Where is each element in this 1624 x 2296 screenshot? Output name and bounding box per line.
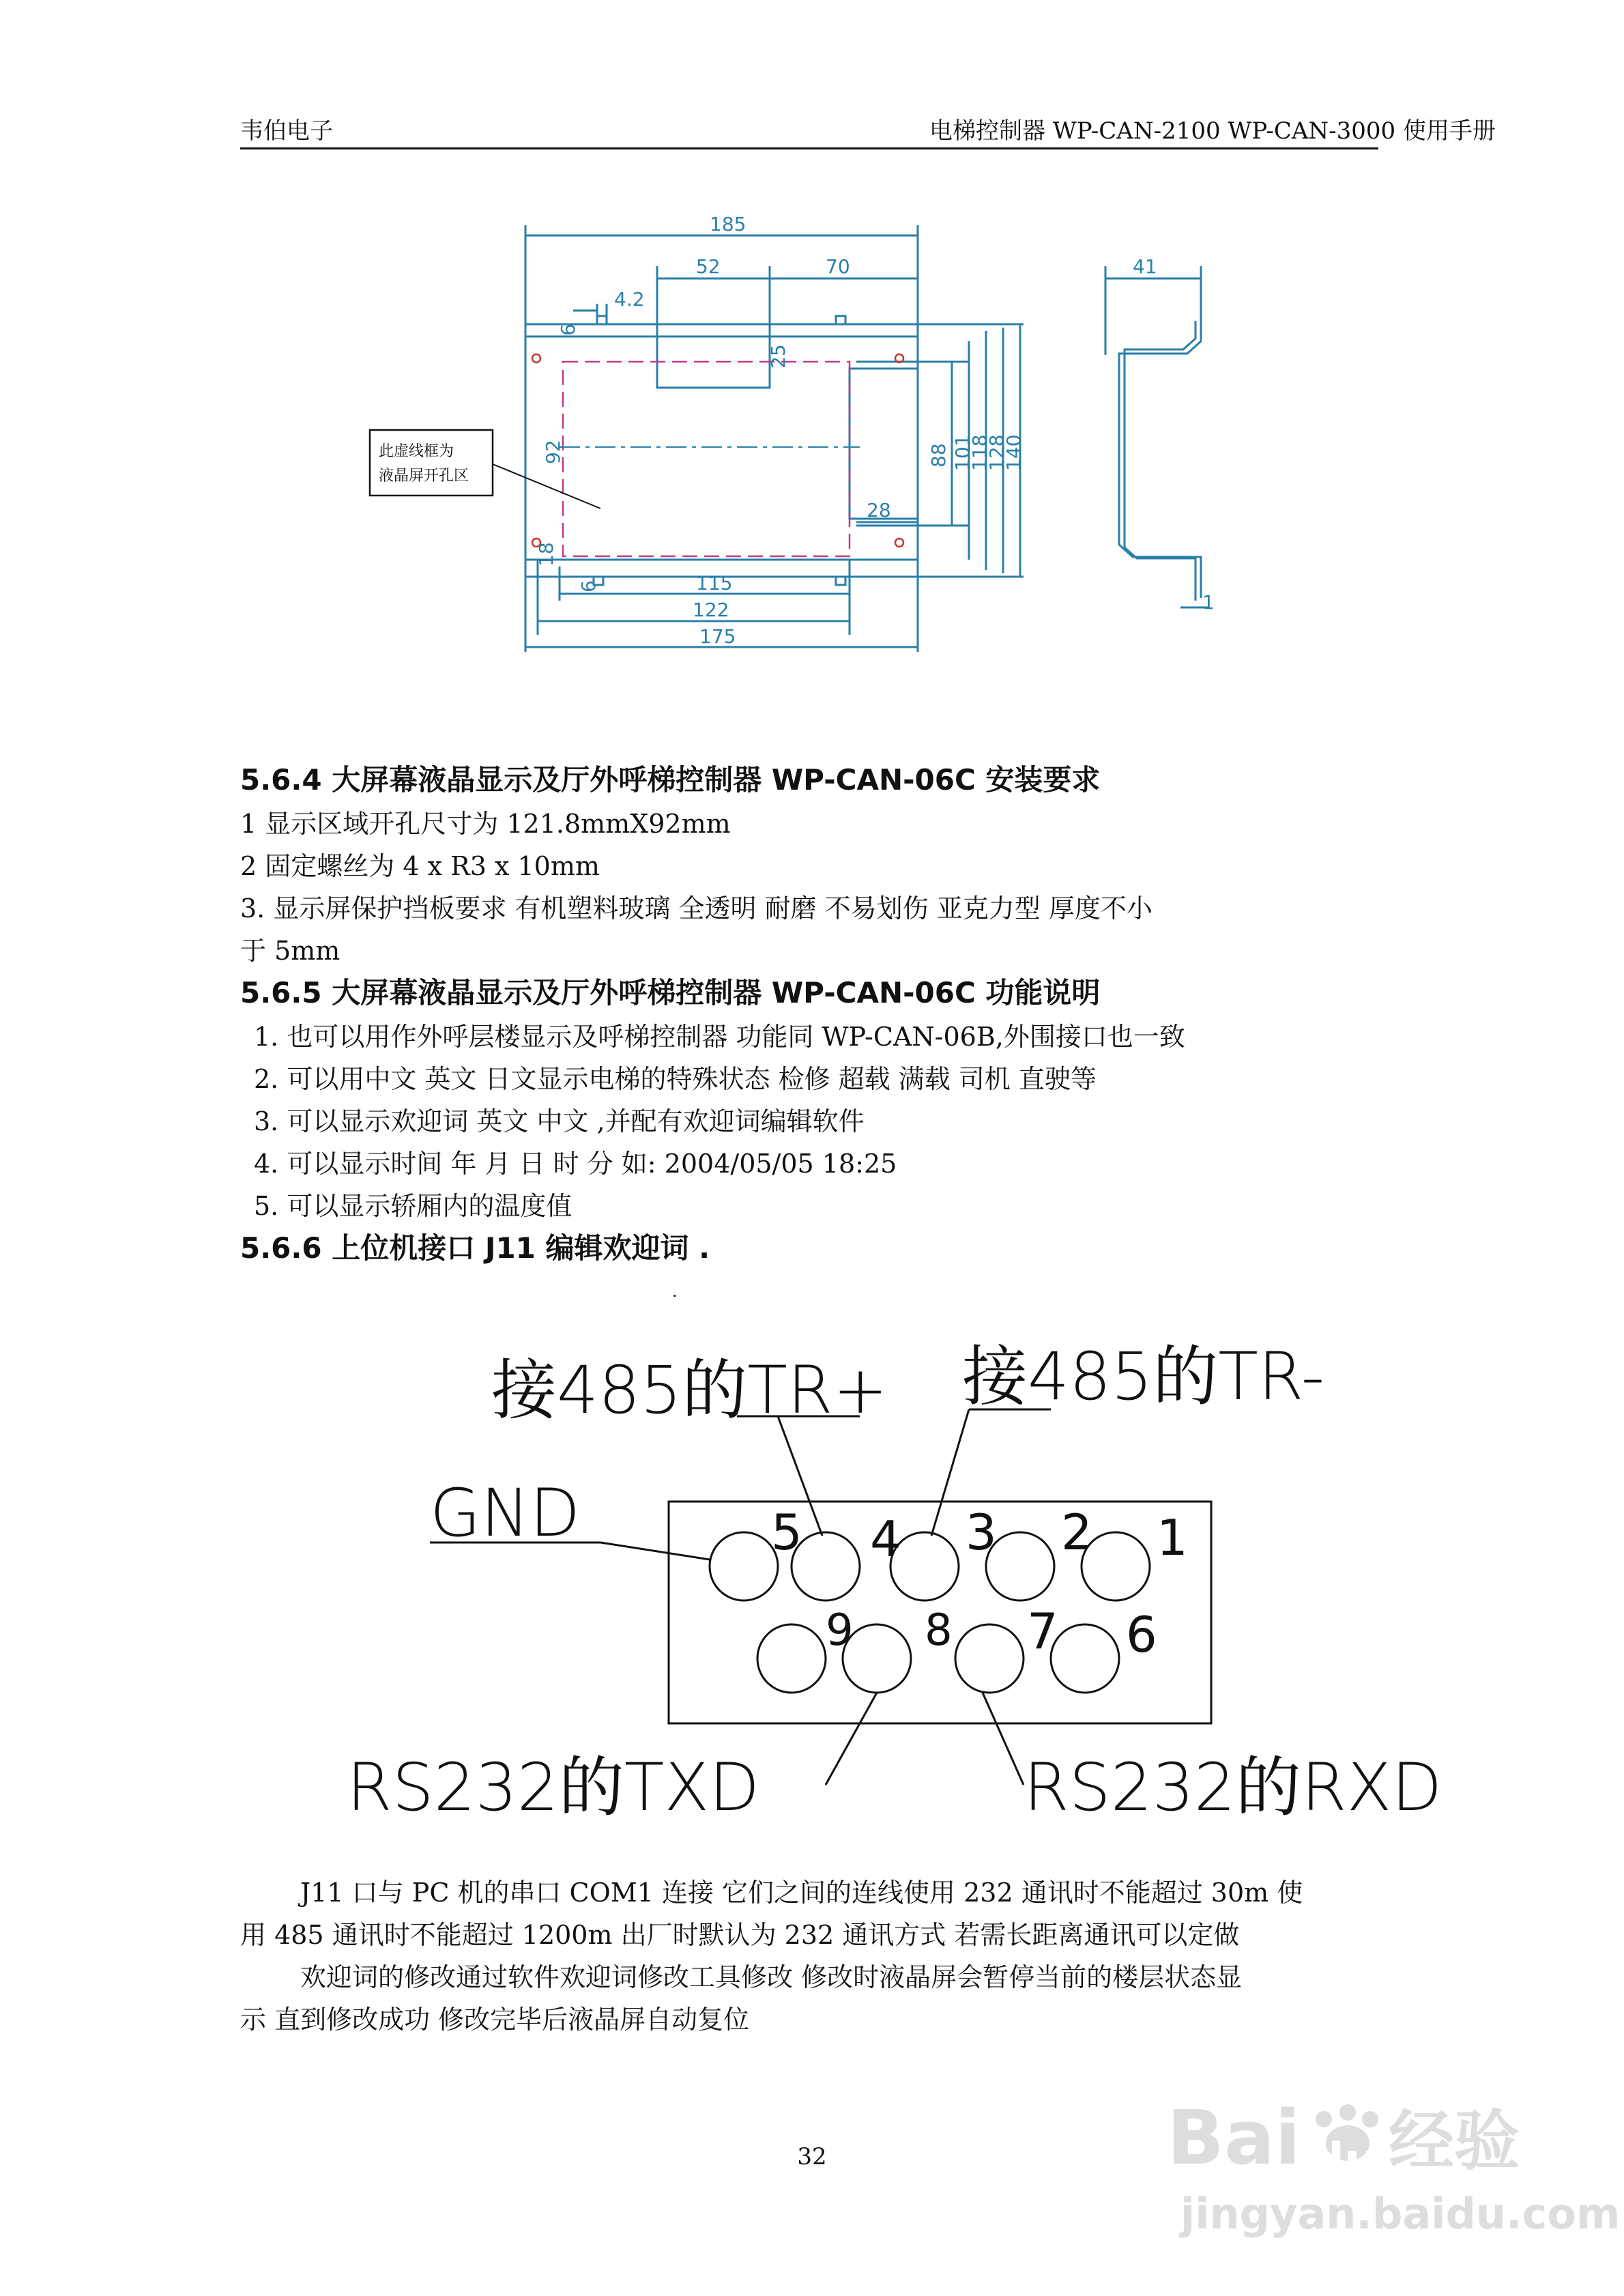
label-rxd: RS232的RXD: [1024, 1749, 1442, 1826]
sec564-item-1: 1 显示区域开孔尺寸为 121.8mmX92mm: [240, 809, 731, 839]
dim-18: 18: [535, 542, 557, 566]
lcd-cutout-dashed: [563, 362, 850, 556]
sec564-item-3-cont: 于 5mm: [240, 936, 340, 966]
dim-92: 92: [542, 440, 564, 464]
side-profile: [1119, 321, 1201, 598]
dim-118: 118: [968, 434, 991, 471]
sec565-item-1: 1. 也可以用作外呼层楼显示及呼梯控制器 功能同 WP-CAN-06B,外围接口也一致: [254, 1022, 1185, 1052]
header-manual-title: 电梯控制器 WP-CAN-2100 WP-CAN-3000 使用手册: [929, 117, 1496, 145]
label-gnd: GND: [430, 1475, 581, 1551]
note-line2: 液晶屏开孔区: [379, 468, 469, 485]
sec565-item-5: 5. 可以显示轿厢内的温度值: [254, 1191, 572, 1221]
pin-hole-7: [955, 1624, 1024, 1693]
dim-128: 128: [985, 434, 1008, 471]
dim-28: 28: [867, 499, 891, 521]
dim-101: 101: [951, 434, 974, 471]
note-line1: 此虚线框为: [379, 443, 454, 460]
bottom-slot-right: [836, 577, 845, 585]
sec564-item-3: 3. 显示屏保护挡板要求 有机塑料玻璃 全透明 耐磨 不易划伤 亚克力型 厚度不小: [240, 893, 1152, 923]
dim-185: 185: [710, 213, 746, 235]
pin-hole-5: [710, 1532, 778, 1601]
sec565-item-2: 2. 可以用中文 英文 日文显示电梯的特殊状态 检修 超载 满载 司机 直驶等: [254, 1064, 1097, 1094]
dim-115: 115: [696, 572, 733, 594]
top-slot-left: [597, 316, 607, 324]
label-tr-plus: 接485的TR+: [491, 1352, 888, 1429]
baidu-jingyan-watermark: [1153, 2082, 1621, 2259]
dim-25: 25: [767, 344, 789, 369]
body-para1-line1: J11 口与 PC 机的串口 COM1 连接 它们之间的连线使用 232 通讯时不能超过 30m 使: [300, 1878, 1303, 1908]
note-box: [370, 430, 493, 496]
dim-6-top: 6: [557, 324, 579, 336]
body-para2-line2: 示 直到修改成功 修改完毕后液晶屏自动复位: [240, 2005, 750, 2035]
dim-70: 70: [826, 255, 850, 278]
top-slot-right: [836, 316, 845, 324]
lcd-mounting-drawing: [0, 0, 1624, 683]
header-company: 韦伯电子: [240, 117, 333, 145]
pin-number-9: 9: [826, 1605, 854, 1656]
pin-number-7: 7: [1027, 1603, 1058, 1660]
pin-hole-6: [1051, 1624, 1119, 1693]
sec564-item-2: 2 固定螺丝为 4 x R3 x 10mm: [240, 851, 600, 881]
dim-140: 140: [1002, 434, 1025, 471]
page-number: 32: [797, 2143, 827, 2170]
heading-5-6-5: 5.6.5 大屏幕液晶显示及厅外呼梯控制器 WP-CAN-06C 功能说明: [240, 976, 1101, 1009]
pin-number-3: 3: [966, 1504, 997, 1561]
dim-175: 175: [699, 625, 736, 648]
heading-5-6-4: 5.6.4 大屏幕液晶显示及厅外呼梯控制器 WP-CAN-06C 安装要求: [240, 763, 1101, 797]
sec565-item-4: 4. 可以显示时间 年 月 日 时 分 如: 2004/05/05 18:25: [254, 1149, 897, 1179]
watermark-brand-du: du: [1310, 2133, 1378, 2189]
heading-5-6-6: 5.6.6 上位机接口 J11 编辑欢迎词 .: [240, 1231, 710, 1265]
dim-52: 52: [696, 255, 721, 278]
watermark-brand-jingyan: 经验: [1389, 2103, 1520, 2179]
dim-41: 41: [1133, 255, 1157, 278]
pin-number-8: 8: [925, 1605, 953, 1656]
right-notch: [850, 369, 918, 519]
mount-hole: [895, 539, 903, 547]
pin-number-4: 4: [870, 1510, 901, 1568]
pin-number-2: 2: [1061, 1504, 1092, 1561]
dim-4-2: 4.2: [614, 288, 645, 311]
label-txd: RS232的TXD: [347, 1749, 760, 1826]
label-tr-minus: 接485的TR-: [962, 1338, 1325, 1415]
pin-number-6: 6: [1126, 1606, 1157, 1663]
pin-hole-9: [757, 1624, 826, 1693]
dot-mark: .: [672, 1282, 678, 1301]
mount-hole: [532, 354, 540, 362]
watermark-url: jingyan.baidu.com: [1180, 2189, 1621, 2239]
dim-1: 1: [1202, 591, 1215, 614]
j11-connector-diagram: [0, 1297, 1624, 1829]
pin-number-1: 1: [1157, 1509, 1188, 1566]
watermark-brand-bai: Bai: [1167, 2094, 1301, 2181]
pin-number-5: 5: [771, 1504, 802, 1561]
dim-88: 88: [927, 443, 950, 468]
dim-6-bottom: 6: [577, 580, 600, 592]
body-para1-line2: 用 485 通讯时不能超过 1200m 出厂时默认为 232 通讯方式 若需长距离通讯可以定做: [240, 1920, 1240, 1950]
sec565-item-3: 3. 可以显示欢迎词 英文 中文 ,并配有欢迎词编辑软件: [254, 1106, 865, 1136]
body-para2-line1: 欢迎词的修改通过软件欢迎词修改工具修改 修改时液晶屏会暂停当前的楼层状态显: [300, 1962, 1243, 1992]
dim-122: 122: [693, 599, 729, 621]
